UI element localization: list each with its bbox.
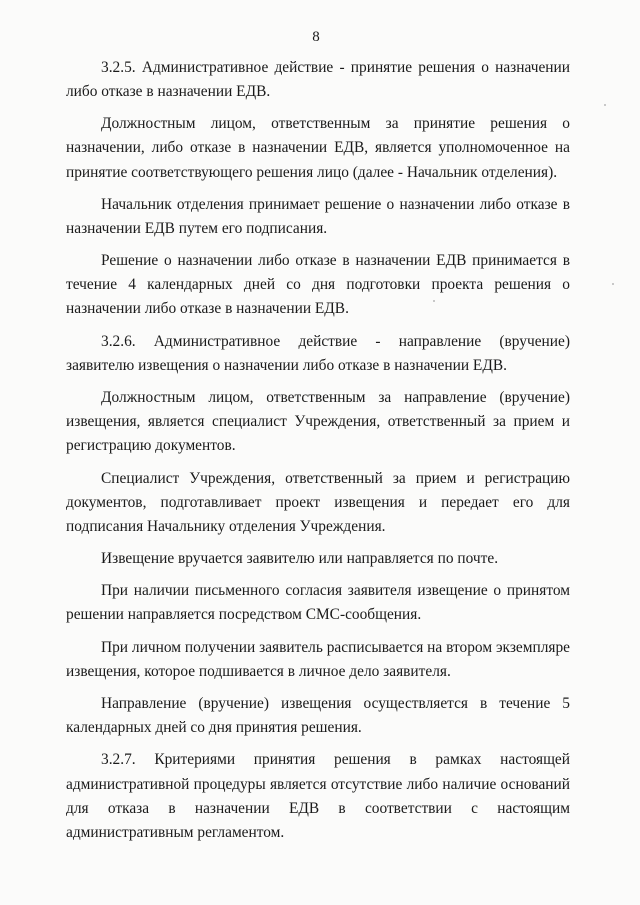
paragraph-personal-receipt: При личном получении заявитель расписывается на втором экземпляре извещения, которое подшивается в личное дело заявителя.	[66, 638, 570, 680]
scan-speck	[433, 300, 435, 302]
body-text	[66, 56, 570, 851]
paragraph-delivery-method: Извещение вручается заявителю или направляется по почте.	[101, 550, 499, 567]
paragraph-3-2-7: 3.2.7. Критериями принятия решения в рамках настоящей административной процедуры является отсутствие либо наличие оснований для отказа в назначении ЕДВ в соответствии с настоящим административным регламентом.	[66, 751, 570, 841]
paragraph-signing: Начальник отделения принимает решение о назначении либо отказе в назначении ЕДВ путем его подписания.	[66, 195, 570, 237]
scan-speck	[612, 283, 614, 285]
paragraph-responsible-decision: Должностным лицом, ответственным за принятие решения о назначении, либо отказе в назначении ЕДВ, является уполномоченное на принятие соответствующего решения лицо (далее - Начальник отделения).	[66, 115, 570, 181]
paragraph-responsible-delivery: Должностным лицом, ответственным за направление (вручение) извещения, является специалист Учреждения, ответственный за прием и регистрацию документов.	[66, 389, 570, 455]
paragraph-decision-term: Решение о назначении либо отказе в назначении ЕДВ принимается в течение 4 календарных дней со дня подготовки проекта решения о назначении либо отказе в назначении ЕДВ.	[66, 252, 570, 318]
page-number: 8	[312, 29, 320, 45]
paragraph-3-2-6: 3.2.6. Административное действие - направление (вручение) заявителю извещения о назначении либо отказе в назначении ЕДВ.	[66, 332, 570, 374]
scan-speck	[604, 104, 606, 106]
paragraph-3-2-5: 3.2.5. Административное действие - принятие решения о назначении либо отказе в назначении ЕДВ.	[66, 59, 570, 101]
paragraph-specialist: Специалист Учреждения, ответственный за прием и регистрацию документов, подготавливает проект извещения и передает его для подписания Начальнику отделения Учреждения.	[66, 469, 570, 535]
paragraph-delivery-term: Направление (вручение) извещения осуществляется в течение 5 календарных дней со дня принятия решения.	[66, 695, 570, 737]
paragraph-sms: При наличии письменного согласия заявителя извещение о принятом решении направляется посредством СМС-сообщения.	[66, 582, 570, 624]
